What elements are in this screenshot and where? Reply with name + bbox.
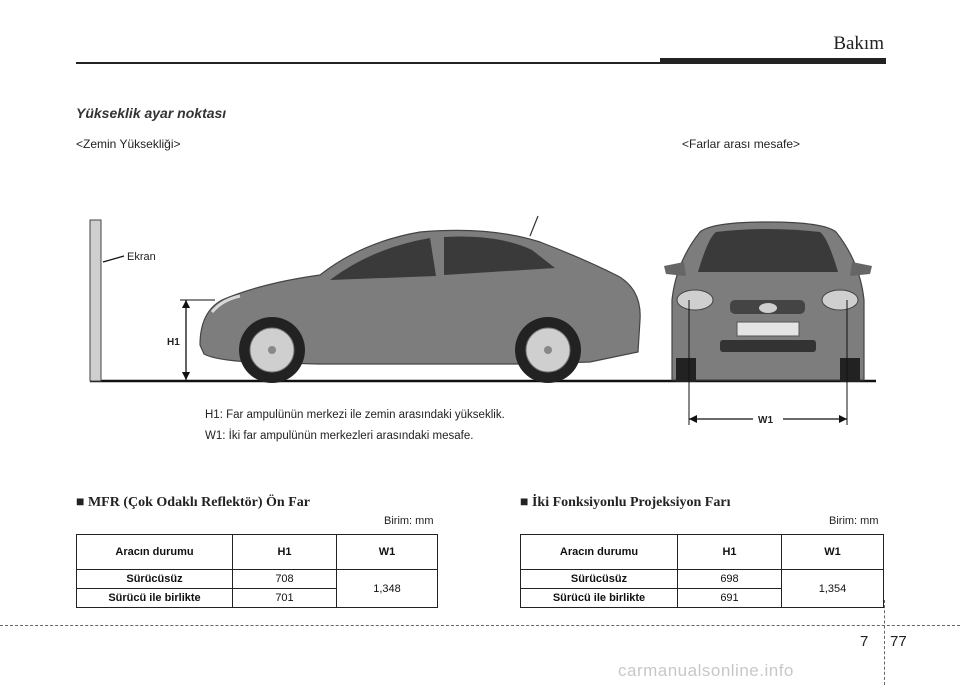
h1-value: 691 — [678, 589, 782, 608]
column-header: W1 — [782, 535, 884, 570]
h1-value: 708 — [233, 570, 337, 589]
screen-leader-line — [103, 256, 124, 262]
vehicle-state: Sürücü ile birlikte — [77, 589, 233, 608]
w1-definition: W1: İki far ampulünün merkezleri arasındaki mesafe. — [205, 430, 474, 442]
section-title: Yükseklik ayar noktası — [76, 105, 227, 121]
mfr-spec-table — [76, 534, 438, 608]
header-title: Bakım — [833, 33, 884, 54]
page-number: 77 — [890, 633, 907, 650]
car-front-view — [664, 222, 872, 382]
screen-label: Ekran — [127, 251, 156, 263]
vehicle-state: Sürücüsüz — [521, 570, 678, 589]
footer-dashed-divider — [884, 600, 885, 685]
table-row — [521, 570, 884, 589]
table-row — [77, 570, 438, 589]
h1-value: 698 — [678, 570, 782, 589]
projection-table-unit: Birim: mm — [829, 515, 879, 527]
column-header: W1 — [337, 535, 438, 570]
mfr-table-unit: Birim: mm — [384, 515, 434, 527]
vehicle-state: Sürücü ile birlikte — [521, 589, 678, 608]
column-header: H1 — [678, 535, 782, 570]
watermark: carmanualsonline.info — [618, 661, 794, 680]
screen-wall — [90, 220, 101, 381]
column-header: Aracın durumu — [77, 535, 233, 570]
column-header: H1 — [233, 535, 337, 570]
w1-value: 1,354 — [782, 570, 884, 608]
projection-spec-table — [520, 534, 884, 608]
projection-table-title: ■ İki Fonksiyonlu Projeksiyon Farı — [520, 495, 731, 510]
column-header: Aracın durumu — [521, 535, 678, 570]
ground-height-caption: <Zemin Yüksekliği> — [76, 137, 181, 151]
mfr-table-title: ■ MFR (Çok Odaklı Reflektör) Ön Far — [76, 495, 310, 510]
w1-label: W1 — [758, 415, 773, 426]
headlamp-distance-caption: <Farlar arası mesafe> — [682, 137, 801, 151]
footer-dashed-rule — [0, 625, 960, 626]
h1-label: H1 — [167, 337, 180, 348]
car-side-view — [200, 216, 640, 383]
h1-value: 701 — [233, 589, 337, 608]
chapter-number: 7 — [860, 633, 869, 650]
vehicle-state: Sürücüsüz — [77, 570, 233, 589]
w1-value: 1,348 — [337, 570, 438, 608]
h1-definition: H1: Far ampulünün merkezi ile zemin arasındaki yükseklik. — [205, 409, 505, 421]
